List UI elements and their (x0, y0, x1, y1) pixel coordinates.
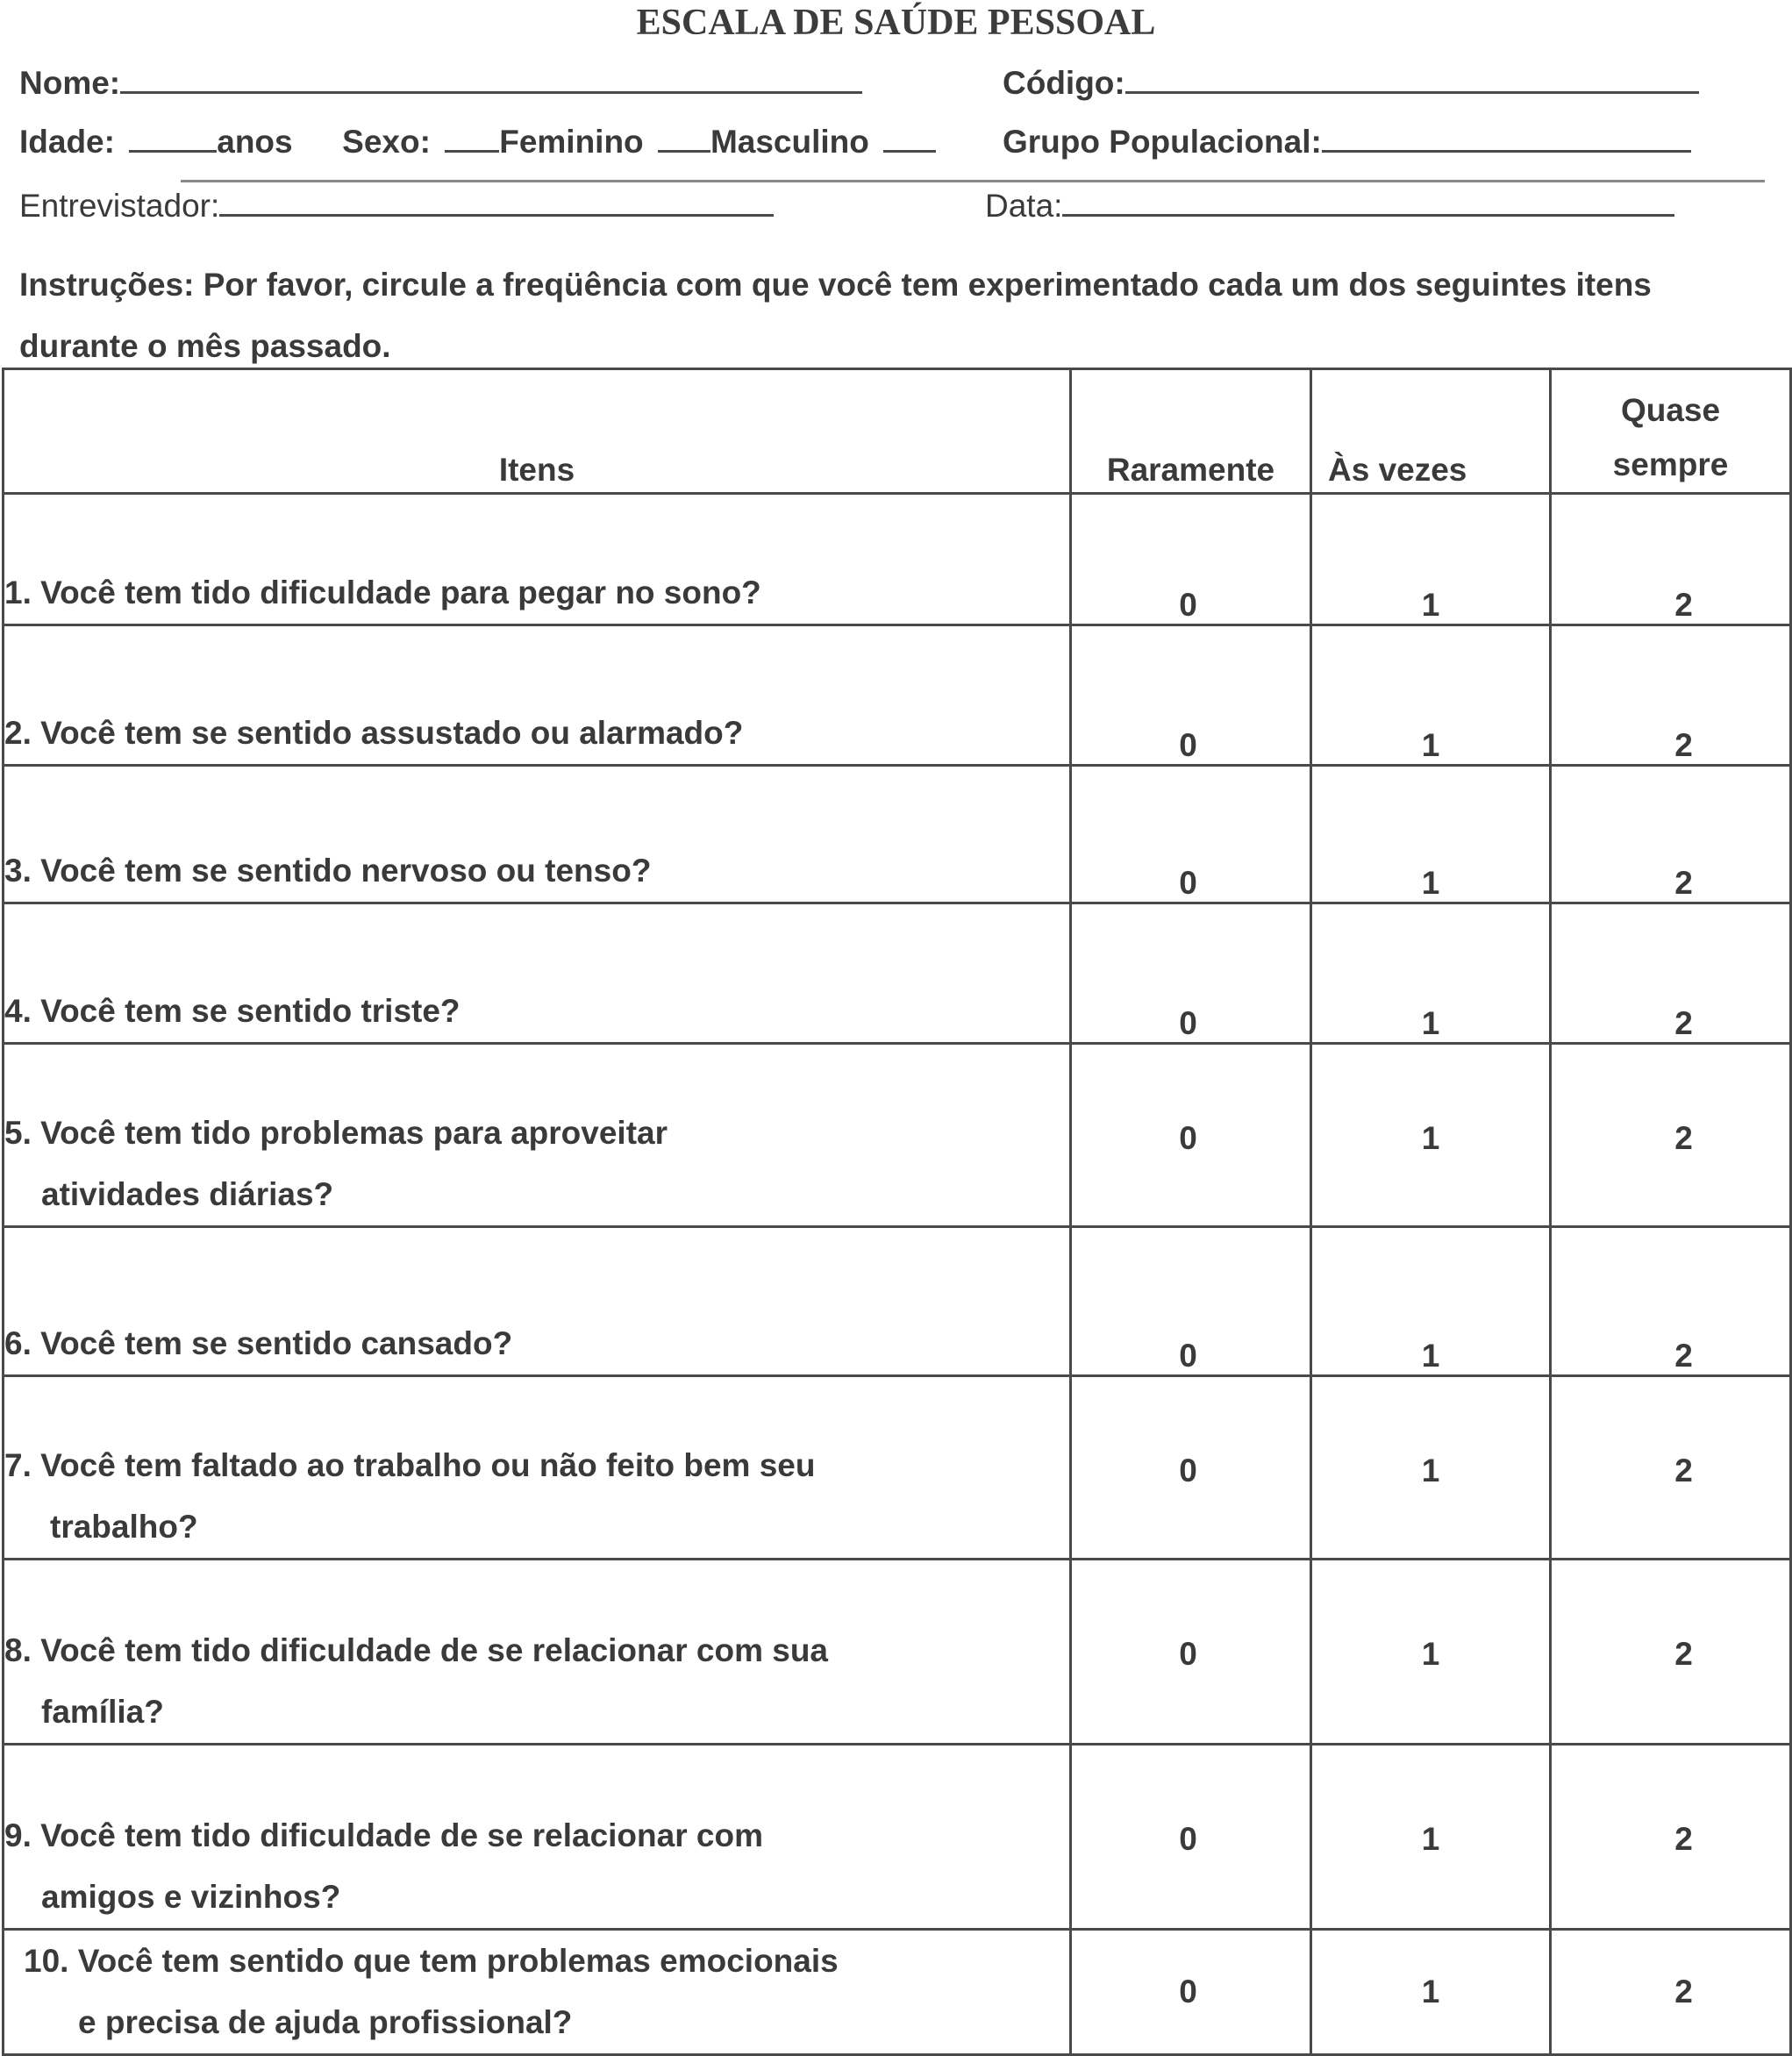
item-line-1: 2. Você tem se sentido assustado ou alarmado? (4, 715, 744, 751)
score-quase-sempre[interactable]: 2 (1551, 766, 1791, 903)
score-raramente[interactable]: 0 (1071, 766, 1311, 903)
score-as-vezes[interactable]: 1 (1311, 1044, 1551, 1227)
item-text (4, 903, 1071, 1044)
item-text (4, 766, 1071, 903)
score-raramente[interactable]: 0 (1071, 1227, 1311, 1376)
data-label: Data: (985, 188, 1063, 224)
idade-label: Idade: (19, 124, 115, 160)
header-as-vezes: Às vezes (1311, 369, 1551, 494)
idade-blank[interactable] (129, 124, 217, 153)
codigo-field (1003, 65, 1699, 102)
score-quase-sempre[interactable]: 2 (1551, 903, 1791, 1044)
score-raramente[interactable]: 0 (1071, 1930, 1311, 2055)
score-raramente[interactable]: 0 (1071, 1745, 1311, 1930)
idade-sexo-field (19, 124, 936, 161)
score-as-vezes[interactable]: 1 (1311, 903, 1551, 1044)
instructions-line-2: durante o mês passado. (19, 328, 391, 364)
item-text (4, 1930, 1071, 2055)
table-row (4, 494, 1791, 625)
entrevistador-field (19, 188, 774, 225)
score-quase-sempre[interactable]: 2 (1551, 1745, 1791, 1930)
item-line-1: 1. Você tem tido dificuldade para pegar no sono? (4, 575, 761, 610)
item-text (4, 1745, 1071, 1930)
item-line-2: trabalho? (50, 1509, 198, 1545)
score-as-vezes[interactable]: 1 (1311, 1560, 1551, 1745)
anos-label: anos (217, 124, 293, 160)
table-row (4, 1745, 1791, 1930)
nome-blank[interactable] (120, 65, 862, 94)
table-row (4, 1930, 1791, 2055)
item-line-1: 9. Você tem tido dificuldade de se relacionar com (4, 1817, 763, 1853)
header-quase-sempre-line-1: Quase (1620, 392, 1721, 428)
item-line-1: 5. Você tem tido problemas para aproveitar (4, 1115, 668, 1151)
table-row (4, 1560, 1791, 1745)
sexo-extra-blank[interactable] (883, 124, 936, 153)
item-line-2: atividades diárias? (41, 1176, 334, 1212)
codigo-label: Código: (1003, 65, 1125, 101)
score-as-vezes[interactable]: 1 (1311, 1227, 1551, 1376)
header-quase-sempre (1551, 369, 1791, 494)
table-header-row (4, 369, 1791, 494)
feminino-label: Feminino (499, 124, 644, 160)
item-text (4, 1227, 1071, 1376)
item-line-1: 3. Você tem se sentido nervoso ou tenso? (4, 853, 652, 889)
table-row (4, 1044, 1791, 1227)
score-as-vezes[interactable]: 1 (1311, 1376, 1551, 1560)
grupo-label: Grupo Populacional: (1003, 124, 1322, 160)
separator-rule (181, 180, 1765, 182)
score-as-vezes[interactable]: 1 (1311, 494, 1551, 625)
data-blank[interactable] (1062, 188, 1674, 217)
codigo-blank[interactable] (1125, 65, 1699, 94)
table-row (4, 625, 1791, 766)
score-raramente[interactable]: 0 (1071, 1044, 1311, 1227)
item-line-1: 8. Você tem tido dificuldade de se relacionar com sua (4, 1632, 829, 1668)
score-as-vezes[interactable]: 1 (1311, 766, 1551, 903)
grupo-blank[interactable] (1322, 124, 1691, 153)
score-quase-sempre[interactable]: 2 (1551, 1044, 1791, 1227)
score-raramente[interactable]: 0 (1071, 625, 1311, 766)
header-itens: Itens (4, 369, 1071, 494)
sexo-label: Sexo: (342, 124, 431, 160)
entrevistador-blank[interactable] (219, 188, 774, 217)
header-raramente: Raramente (1071, 369, 1311, 494)
item-text (4, 1044, 1071, 1227)
score-raramente[interactable]: 0 (1071, 494, 1311, 625)
item-line-2: família? (41, 1694, 164, 1730)
table-row (4, 1227, 1791, 1376)
item-line-1: 7. Você tem faltado ao trabalho ou não feito bem seu (4, 1447, 816, 1483)
document-title: ESCALA DE SAÚDE PESSOAL (636, 3, 1156, 43)
grupo-field (1003, 124, 1691, 161)
score-as-vezes[interactable]: 1 (1311, 1930, 1551, 2055)
score-as-vezes[interactable]: 1 (1311, 625, 1551, 766)
feminino-blank[interactable] (445, 124, 499, 153)
score-raramente[interactable]: 0 (1071, 1560, 1311, 1745)
data-field (985, 188, 1674, 225)
masculino-blank[interactable] (658, 124, 710, 153)
instructions-line-1: Instruções: Por favor, circule a freqüência com que você tem experimentado cada um dos seguintes itens (19, 267, 1652, 303)
score-quase-sempre[interactable]: 2 (1551, 494, 1791, 625)
score-quase-sempre[interactable]: 2 (1551, 625, 1791, 766)
item-text (4, 1376, 1071, 1560)
table-row (4, 766, 1791, 903)
table-row (4, 1376, 1791, 1560)
item-text (4, 625, 1071, 766)
item-text (4, 1560, 1071, 1745)
masculino-label: Masculino (710, 124, 869, 160)
score-quase-sempre[interactable]: 2 (1551, 1227, 1791, 1376)
score-raramente[interactable]: 0 (1071, 903, 1311, 1044)
item-line-2: amigos e vizinhos? (41, 1879, 341, 1915)
score-as-vezes[interactable]: 1 (1311, 1745, 1551, 1930)
item-line-1: 4. Você tem se sentido triste? (4, 993, 460, 1029)
item-line-1: 6. Você tem se sentido cansado? (4, 1325, 513, 1361)
nome-field (19, 65, 862, 102)
item-text (4, 494, 1071, 625)
header-quase-sempre-line-2: sempre (1612, 446, 1729, 482)
table-row (4, 903, 1791, 1044)
item-line-2: e precisa de ajuda profissional? (78, 2004, 573, 2040)
score-quase-sempre[interactable]: 2 (1551, 1930, 1791, 2055)
nome-label: Nome: (19, 65, 121, 101)
score-quase-sempre[interactable]: 2 (1551, 1376, 1791, 1560)
score-raramente[interactable]: 0 (1071, 1376, 1311, 1560)
entrevistador-label: Entrevistador: (19, 188, 220, 224)
health-scale-table (2, 368, 1792, 2056)
score-quase-sempre[interactable]: 2 (1551, 1560, 1791, 1745)
item-line-1: 10. Você tem sentido que tem problemas emocionais (24, 1943, 839, 1979)
